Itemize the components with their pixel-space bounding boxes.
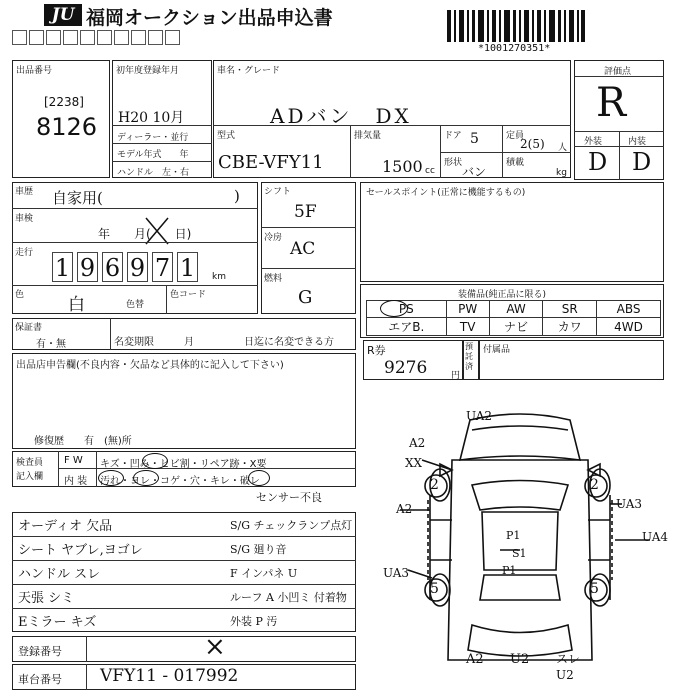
odometer-digit: 9	[77, 252, 98, 282]
fuel-label: 燃料	[264, 274, 283, 284]
shift-label: シフト	[264, 187, 292, 197]
usage-box	[12, 182, 258, 314]
entry-number-boxes	[12, 30, 182, 48]
equipment-item: エアB.	[367, 318, 447, 336]
diagram-mark: スレ	[556, 652, 581, 666]
inspector-row2-text: 汚れ・ヨレ・コゲ・穴・キレ・破レ	[100, 476, 260, 487]
car-name-value: ADバン DX	[270, 104, 412, 128]
equipment-item: PW	[446, 301, 489, 318]
load-label: 積載	[506, 158, 525, 168]
mark-circle	[133, 470, 159, 486]
diagram-mark: P1	[502, 564, 517, 577]
color-code-label: 色コード	[170, 290, 207, 300]
recycle-label: 預託済	[465, 342, 473, 371]
diagram-wheel-mark: 2	[590, 477, 599, 493]
chassis-no-value: VFY11 - 017992	[100, 666, 239, 686]
r-ticket-label: R券	[367, 344, 386, 357]
exterior-value: D	[588, 148, 608, 176]
equipment-item: PS	[367, 301, 447, 318]
shape-label: 形状	[444, 158, 463, 168]
load-unit: kg	[556, 168, 567, 178]
diagram-wheel-mark: 5	[590, 581, 599, 597]
registration-no-value: ×	[204, 632, 226, 662]
remark-left: Eミラー キズ	[18, 615, 97, 630]
ps-circle	[380, 300, 408, 317]
inspector-label-2: 記入欄	[16, 472, 44, 482]
aircon-value: AC	[290, 239, 316, 259]
r-ticket-value: 9276	[384, 358, 428, 378]
form-title: 福岡オークション出品申込書	[86, 7, 333, 29]
inspector-row2-head: 内 装	[64, 476, 88, 487]
color-value: 白	[68, 295, 85, 315]
entry-number: 8126	[36, 113, 98, 141]
color-label: 色	[15, 290, 25, 300]
usage-label: 車歴	[15, 187, 34, 197]
mileage-label: 走行	[15, 248, 34, 258]
name-change-note: 日迄に名変できる方	[244, 337, 334, 348]
diagram-mark: U2	[510, 652, 530, 667]
interior-value: D	[632, 148, 652, 176]
registration-no-label: 登録番号	[18, 645, 62, 658]
remark-left: 天張 シミ	[18, 591, 75, 606]
mark-circle	[142, 453, 168, 469]
equipment-item: AW	[489, 301, 543, 318]
grade-value: R	[596, 80, 627, 126]
car-type-value: CBE-VFY11	[218, 152, 324, 173]
registration-value: H20 10月	[118, 110, 185, 126]
inspector-label-1: 検査員	[16, 458, 44, 468]
remark-right: ルーフ A 小凹ミ 付着物	[230, 591, 347, 604]
displacement-unit: cc	[425, 166, 435, 176]
aircon-label: 冷房	[264, 233, 283, 243]
fuel-value: G	[298, 287, 313, 308]
odometer-digit: 6	[102, 252, 123, 282]
inspector-row1-head: F W	[64, 455, 83, 466]
registration-no-box	[12, 636, 356, 662]
equipment-label: 装備品(純正品に限る)	[458, 290, 547, 300]
capacity-label: 定員	[506, 131, 525, 141]
diagram-mark: UA3	[616, 497, 643, 511]
usage-value: 自家用(	[52, 189, 103, 207]
doors-value: 5	[470, 131, 479, 147]
remark-right: 外装 P 汚	[230, 615, 278, 628]
odometer-digit: 7	[152, 252, 173, 282]
diagram-mark: A2	[409, 436, 426, 450]
warranty-value: 有・無	[36, 339, 66, 350]
displacement-value: 1500	[382, 157, 423, 176]
diagram-mark: UA3	[383, 566, 410, 580]
diagram-mark: XX	[405, 456, 423, 470]
inspector-extra-note: センサー不良	[256, 491, 322, 504]
logo: JU	[44, 4, 82, 26]
shift-value: 5F	[294, 202, 317, 222]
name-change-label: 名変期限 月	[114, 337, 194, 348]
car-type-label: 型式	[217, 131, 236, 141]
diagram-wheel-mark: 2	[430, 477, 439, 493]
registration-label: 初年度登録年月	[116, 66, 180, 76]
diagram-mark: UA2	[466, 409, 493, 423]
capacity-value: 2(5)	[520, 137, 545, 151]
entry-code: [2238]	[44, 95, 84, 109]
inspector-row1-text: キズ・凹み・ヒビ割・リペア跡・X要	[100, 459, 267, 470]
diagram-mark: P1	[506, 529, 521, 542]
diagram-mark: A2	[466, 652, 484, 667]
equipment-item: ナビ	[489, 318, 543, 336]
diagram-mark: UA4	[642, 530, 669, 544]
grade-label: 評価点	[604, 67, 632, 77]
diagram-mark: U2	[556, 668, 574, 682]
remark-left: シート ヤブレ,ヨゴレ	[18, 543, 143, 558]
diagram-mark: A2	[396, 502, 413, 516]
doors-label: ドア	[444, 131, 462, 141]
equipment-item: 4WD	[597, 318, 661, 336]
capacity-unit: 人	[558, 143, 568, 153]
barcode-number: *1001270351*	[478, 43, 551, 54]
remark-right: F インパネ U	[230, 567, 298, 580]
equipment-item: カワ	[543, 318, 597, 336]
r-ticket-unit: 円	[451, 371, 461, 381]
remark-right: S/G チェックランプ点灯	[230, 519, 353, 532]
equipment-item: TV	[446, 318, 489, 336]
odometer-digit: 9	[127, 252, 148, 282]
inspection-value: 年 月( 日)	[98, 227, 192, 241]
car-name-label: 車名・グレード	[217, 66, 281, 76]
dealer-label: ディーラー・並行	[117, 133, 189, 143]
usage-close-paren: )	[234, 187, 240, 205]
handle-label: ハンドル 左・右	[117, 168, 190, 178]
remark-left: オーディオ 欠品	[18, 519, 113, 534]
odometer	[52, 252, 212, 284]
shape-value: バン	[462, 165, 487, 179]
interior-label: 内装	[628, 137, 647, 147]
repair-label: 修復歴 有 (無)所	[34, 436, 132, 447]
mark-circle	[248, 470, 270, 486]
barcode	[447, 10, 585, 42]
odometer-digit: 1	[177, 252, 198, 282]
mileage-unit: km	[212, 272, 226, 282]
notes-label: 出品店申告欄(不良内容・欠品など具体的に記入して下さい)	[16, 360, 284, 371]
exterior-label: 外装	[584, 137, 603, 147]
entry-number-label: 出品番号	[16, 66, 53, 76]
color-change-label: 色替	[126, 300, 145, 310]
equipment-item: ABS	[597, 301, 661, 318]
inspection-label: 車検	[15, 214, 34, 224]
chassis-no-label: 車台番号	[18, 673, 62, 686]
warranty-label: 保証書	[15, 323, 43, 333]
odometer-digit: 1	[52, 252, 73, 282]
equipment-table	[366, 300, 661, 336]
equipment-item: SR	[543, 301, 597, 318]
accessories-label: 付属品	[483, 345, 511, 355]
diagram-mark: S1	[512, 547, 527, 560]
sales-point-label: セールスポイント(正常に機能するもの)	[366, 188, 526, 198]
remark-left: ハンドル スレ	[18, 567, 101, 582]
model-year-label: モデル年式 年	[117, 150, 189, 160]
mark-circle	[98, 470, 124, 486]
remark-right: S/G 廻り音	[230, 543, 287, 556]
diagram-wheel-mark: 5	[430, 581, 439, 597]
displacement-label: 排気量	[354, 131, 382, 141]
